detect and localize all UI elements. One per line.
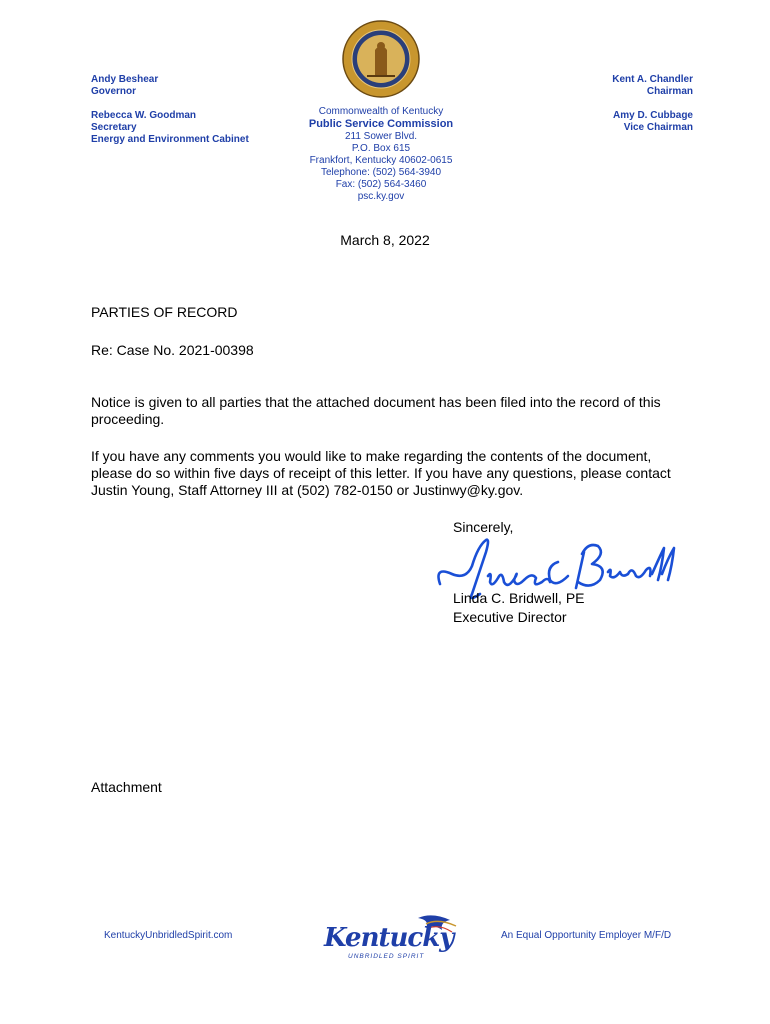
agency-city: Frankfort, Kentucky 40602-0615 — [309, 155, 453, 166]
agency-website: psc.ky.gov — [357, 191, 405, 202]
footer-website: KentuckyUnbridledSpirit.com — [104, 930, 233, 941]
agency-commonwealth: Commonwealth of Kentucky — [318, 106, 444, 117]
signer-name: Linda C. Bridwell, PE — [453, 590, 585, 606]
agency-po-box: P.O. Box 615 — [351, 143, 411, 154]
vice-chairman-name: Amy D. Cubbage — [612, 110, 693, 121]
secretary-name: Rebecca W. Goodman — [91, 110, 197, 121]
attachment-label: Attachment — [91, 779, 162, 795]
governor-name: Andy Beshear — [91, 74, 159, 85]
agency-street: 211 Sower Blvd. — [344, 131, 418, 142]
letter-date: March 8, 2022 — [340, 232, 430, 248]
addressee: PARTIES OF RECORD — [91, 304, 238, 320]
agency-telephone: Telephone: (502) 564-3940 — [320, 167, 442, 178]
comments-paragraph: If you have any comments you would like to make regarding the contents of the document, please do so within five days of receipt of this letter. If you have any questions, please contact Justin Young, Staff Attorney III at (502) 782-0150 or Justinwy@ky.gov. — [91, 448, 671, 498]
agency-name: Public Service Commission — [308, 118, 454, 130]
svg-text:Kentucky: Kentucky — [324, 923, 454, 953]
secretary-cabinet: Energy and Environment Cabinet — [91, 134, 249, 145]
chairman-title: Chairman — [646, 86, 693, 97]
footer-equal-opportunity: An Equal Opportunity Employer M/F/D — [501, 930, 672, 941]
kentucky-unbridled-spirit-logo — [322, 912, 462, 964]
secretary-title: Secretary — [91, 122, 137, 133]
agency-fax: Fax: (502) 564-3460 — [335, 179, 427, 190]
svg-text:UNBRIDLED SPIRIT: UNBRIDLED SPIRIT — [348, 953, 425, 960]
header-left — [91, 74, 249, 146]
vice-chairman-title: Vice Chairman — [623, 122, 693, 133]
header-right — [612, 74, 693, 134]
closing: Sincerely, — [453, 519, 514, 535]
chairman-name: Kent A. Chandler — [612, 74, 693, 85]
kentucky-seal — [342, 20, 420, 98]
agency-block — [255, 106, 507, 203]
notice-paragraph: Notice is given to all parties that the attached document has been filed into the record of this proceeding. — [91, 394, 661, 427]
case-reference: Re: Case No. 2021-00398 — [91, 342, 254, 358]
governor-title: Governor — [91, 86, 137, 97]
signer-title: Executive Director — [453, 609, 567, 625]
